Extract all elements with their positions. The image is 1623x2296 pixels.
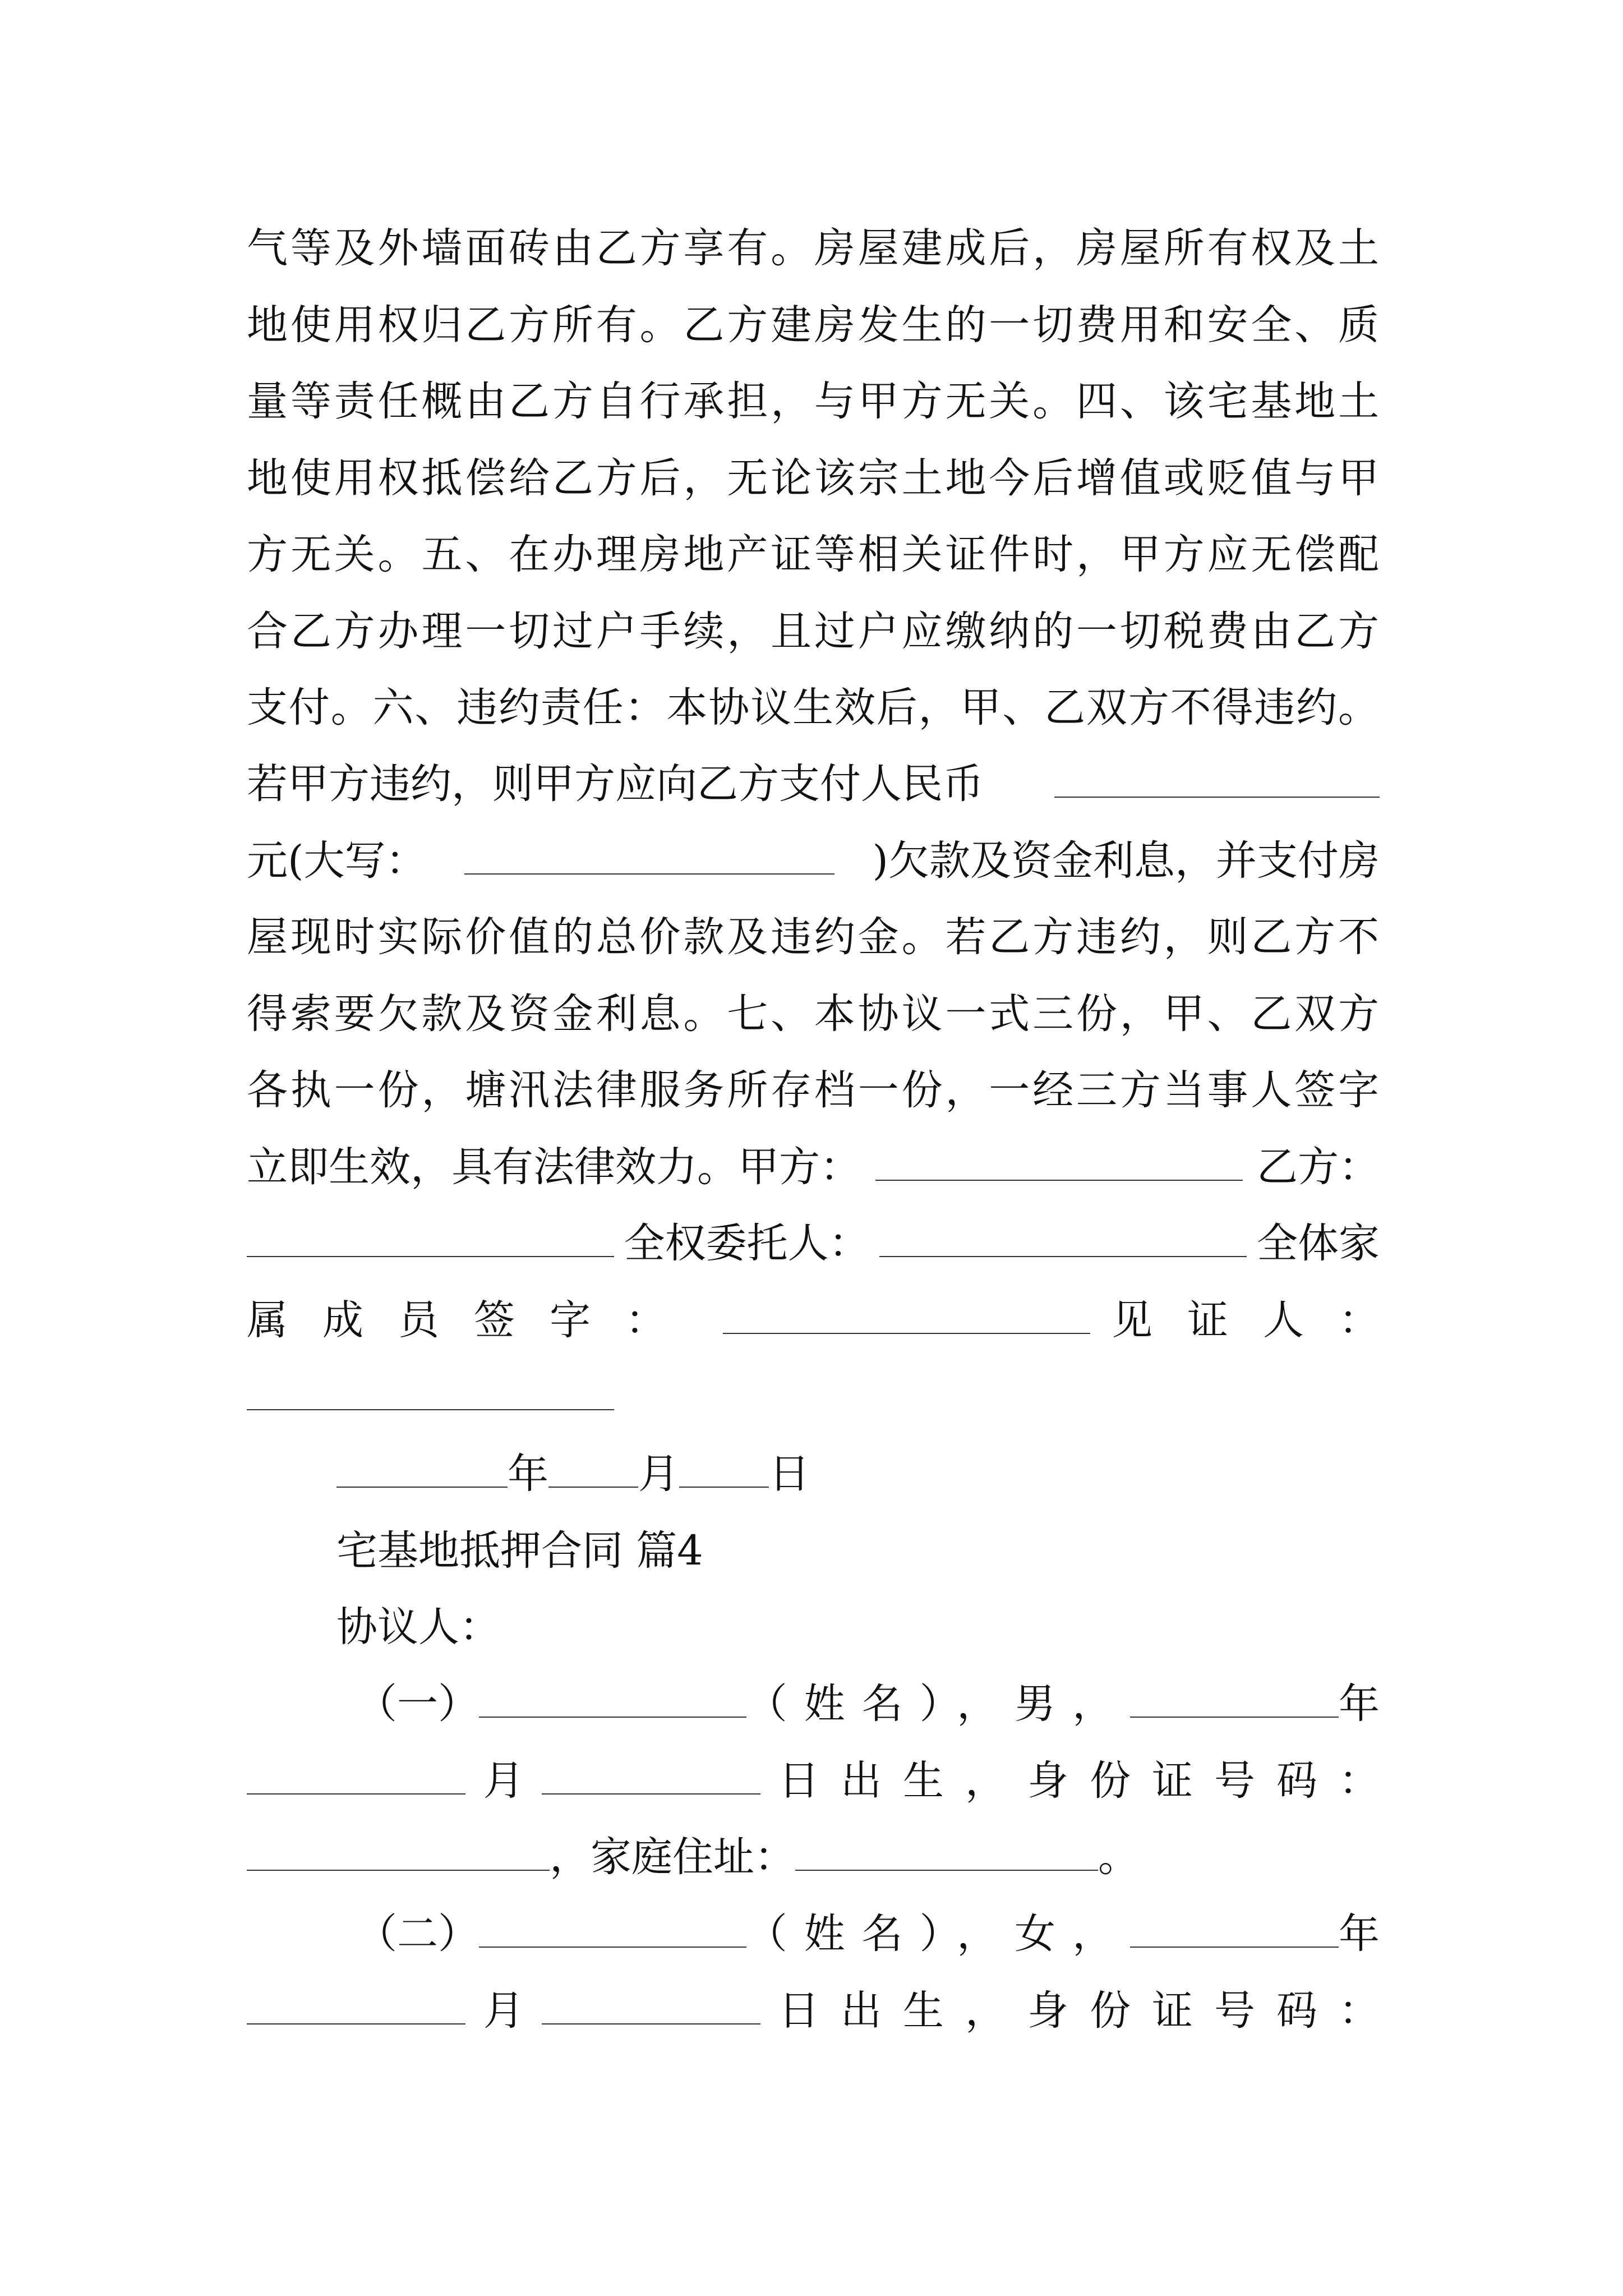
party-b-sign-label: 乙方： bbox=[1257, 1143, 1380, 1191]
party2-index: （二） bbox=[356, 1910, 479, 1958]
party1-year-label: 年 bbox=[1339, 1680, 1380, 1728]
amount-blank[interactable] bbox=[1054, 763, 1380, 798]
party1-line1 bbox=[356, 1666, 1380, 1743]
party1-name-label: （姓名），男， bbox=[746, 1680, 1131, 1728]
penalty-line bbox=[247, 746, 1380, 823]
penalty-text: 若甲方违约，则甲方应向乙方支付人民币 bbox=[247, 760, 984, 808]
year-label: 年 bbox=[508, 1450, 548, 1498]
party1-month-blank[interactable] bbox=[247, 1760, 465, 1795]
date-line bbox=[336, 1436, 810, 1513]
body-line: 地使用权归乙方所有。乙方建房发生的一切费用和安全、质 bbox=[247, 301, 1380, 349]
party1-address-label: ，家庭住址： bbox=[550, 1833, 795, 1881]
month-blank[interactable] bbox=[548, 1453, 638, 1488]
party2-name-label: （姓名），女， bbox=[746, 1910, 1131, 1958]
party1-month-label: 月 bbox=[483, 1757, 524, 1805]
body-line: 合乙方办理一切过户手续，且过户应缴纳的一切税费由乙方 bbox=[247, 607, 1380, 655]
party2-name-blank[interactable] bbox=[479, 1913, 746, 1948]
contract-body-cont bbox=[247, 899, 1380, 1129]
day-blank[interactable] bbox=[679, 1453, 769, 1488]
family-sign-label: 全体家 bbox=[1256, 1220, 1380, 1267]
body-line: 气等及外墙面砖由乙方享有。房屋建成后，房屋所有权及土 bbox=[247, 224, 1380, 272]
amount-words-blank[interactable] bbox=[464, 840, 834, 875]
amount-words-tail: )欠款及资金利息，并支付房 bbox=[872, 837, 1380, 885]
signature-line-3 bbox=[247, 1282, 1414, 1359]
party-a-sign-label: 立即生效，具有法律效力。甲方： bbox=[247, 1143, 861, 1191]
agent-sign-label: 全权委托人： bbox=[624, 1220, 870, 1267]
section-title: 宅基地抵押合同 篇4 bbox=[336, 1527, 703, 1575]
party2-month-blank[interactable] bbox=[247, 1990, 465, 2024]
party2-year-blank[interactable] bbox=[1130, 1913, 1339, 1948]
signature-line-2 bbox=[247, 1205, 1380, 1282]
party1-index: （一） bbox=[356, 1680, 479, 1728]
party-b-sign-blank[interactable] bbox=[247, 1222, 614, 1257]
party2-birth-label: 日出生，身份证号码： bbox=[778, 1987, 1401, 2035]
body-line: 地使用权抵偿给乙方后，无论该宗土地今后增值或贬值与甲 bbox=[247, 454, 1380, 502]
party1-line3 bbox=[247, 1819, 1139, 1896]
party-a-sign-blank[interactable] bbox=[875, 1146, 1243, 1181]
month-label: 月 bbox=[638, 1450, 679, 1498]
body-line: 得索要欠款及资金利息。七、本协议一式三份，甲、乙双方 bbox=[247, 990, 1380, 1038]
party2-year-label: 年 bbox=[1339, 1910, 1380, 1958]
body-line: 屋现时实际价值的总价款及违约金。若乙方违约，则乙方不 bbox=[247, 913, 1380, 961]
party1-id-blank[interactable] bbox=[247, 1836, 550, 1871]
year-blank[interactable] bbox=[336, 1453, 508, 1488]
body-line: 支付。六、违约责任：本协议生效后，甲、乙双方不得违约。 bbox=[247, 684, 1380, 731]
body-line: 量等责任概由乙方自行承担，与甲方无关。四、该宅基地土 bbox=[247, 378, 1380, 425]
party1-line2 bbox=[247, 1743, 1401, 1820]
family-sign-blank[interactable] bbox=[723, 1299, 1090, 1334]
party1-name-blank[interactable] bbox=[479, 1683, 746, 1718]
party2-month-label: 月 bbox=[483, 1987, 524, 2035]
parties-label: 协议人： bbox=[336, 1603, 500, 1651]
party1-birth-label: 日出生，身份证号码： bbox=[778, 1757, 1401, 1805]
day-label: 日 bbox=[769, 1450, 810, 1498]
family-sign-label-cont: 属成员签字： bbox=[247, 1296, 701, 1344]
contract-body bbox=[247, 210, 1380, 747]
amount-words-label: 元(大写： bbox=[247, 837, 427, 885]
party1-end: 。 bbox=[1098, 1833, 1139, 1881]
witness-blank[interactable] bbox=[247, 1375, 614, 1410]
agent-sign-blank[interactable] bbox=[879, 1222, 1247, 1257]
signature-line-1 bbox=[247, 1129, 1380, 1206]
witness-label: 见证人： bbox=[1112, 1296, 1414, 1344]
party1-year-blank[interactable] bbox=[1130, 1683, 1339, 1718]
party1-address-blank[interactable] bbox=[795, 1836, 1098, 1871]
party2-day-blank[interactable] bbox=[542, 1990, 760, 2024]
body-line: 方无关。五、在办理房地产证等相关证件时，甲方应无偿配 bbox=[247, 531, 1380, 578]
witness-line bbox=[247, 1359, 614, 1435]
amount-words-line bbox=[247, 823, 1380, 900]
body-line: 各执一份，塘汛法律服务所存档一份，一经三方当事人签字 bbox=[247, 1066, 1380, 1114]
party2-line1 bbox=[356, 1896, 1380, 1973]
party1-day-blank[interactable] bbox=[542, 1760, 760, 1795]
party2-line2 bbox=[247, 1973, 1401, 2050]
